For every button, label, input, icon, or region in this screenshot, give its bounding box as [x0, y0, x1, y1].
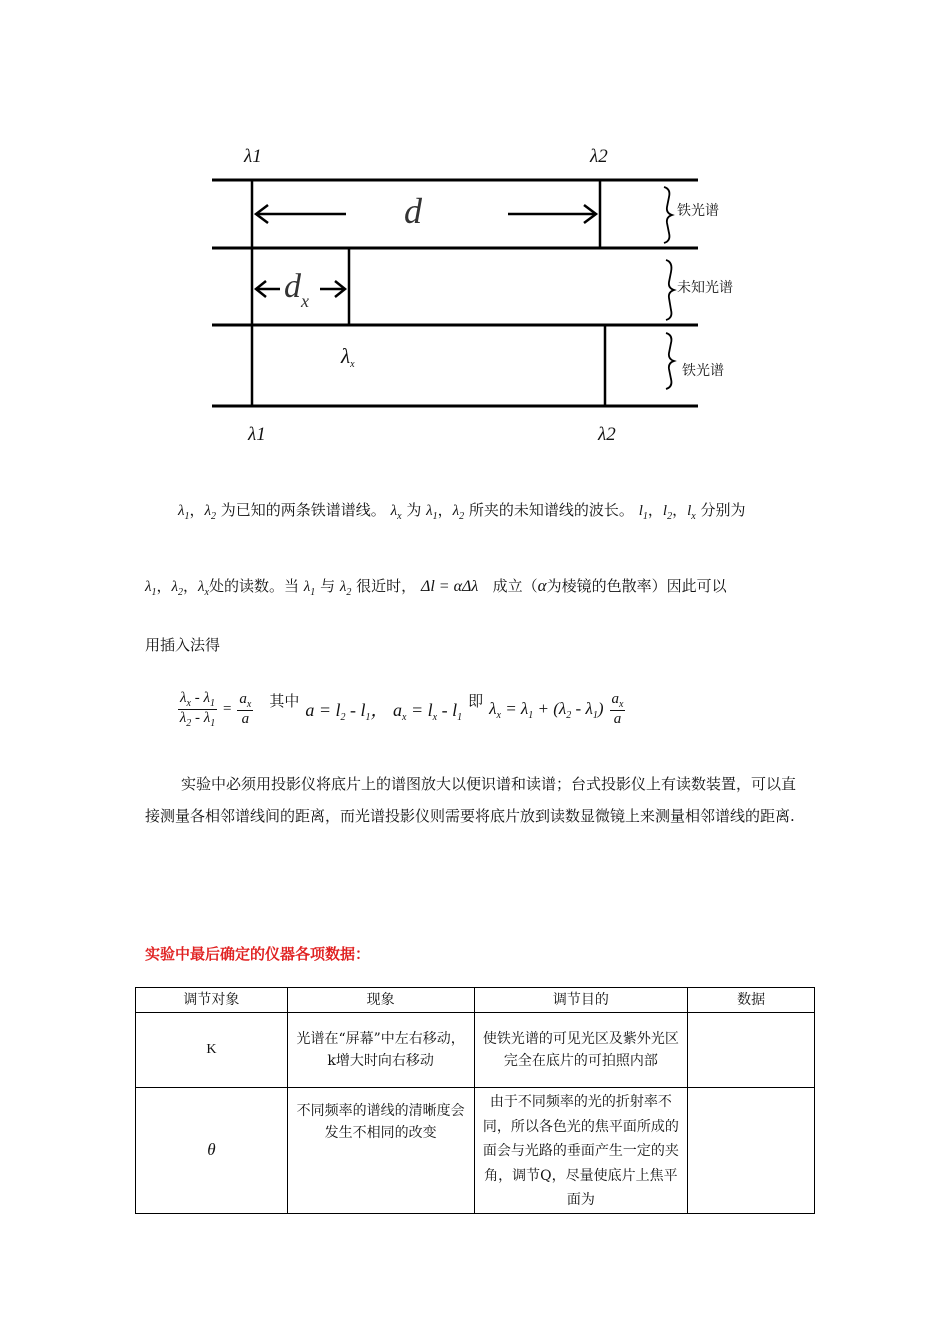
- band-label-unknown: 未知光谱: [677, 280, 733, 296]
- dx-label: [284, 268, 309, 312]
- sym-lambda1: $\lambda_1$: [178, 503, 190, 522]
- sym-lambdaxc: $\lambda_x$: [198, 579, 209, 598]
- para1-text-f: 与: [320, 577, 336, 595]
- sym-lambdax: $\lambda_x$: [390, 503, 402, 522]
- table-cell-purpose: 由于不同频率的光的折射率不同，所以各色光的焦平面所成的面会与光路的垂面产生一定的夹角，调节Q，尽量使底片上焦平面为: [474, 1088, 688, 1214]
- d-label: d: [404, 191, 422, 231]
- lambda2-top-label: λ2: [590, 146, 608, 167]
- table-cell-data: [688, 1088, 815, 1214]
- paragraph-projector: 实验中必须用投影仪将底片上的谱图放大以便识谱和读谱；台式投影仪上有读数装置，可以直接测量各相邻谱线间的距离，而光谱投影仪则需要将底片放到读数显微镜上来测量相邻谱线的距离.: [145, 775, 797, 825]
- eq-a-def: $a = l_2 - l_1$， $a_x = l_x - l_1$: [305, 700, 463, 723]
- para1-text-d: 分别为: [700, 501, 746, 519]
- table-row: [136, 1013, 815, 1088]
- fraction-a: $\frac{a_x}{a}$: [239, 691, 252, 727]
- para1-line1: $\lambda_1$，$\lambda_2$ 为已知的两条铁谱谱线。 $\lambda_x$ 为 $\lambda_1$，$\lambda_2$ 所夹的未知谱线的波长。 $l_1$，$l_2$，$l_x$ 分别为: [178, 501, 746, 522]
- section-heading: 实验中最后确定的仪器各项数据：: [145, 945, 371, 963]
- instrument-data-table: [135, 987, 815, 1214]
- eq-text-where: 其中: [269, 694, 300, 710]
- sym-l1: $l_1$: [638, 503, 648, 522]
- brace-2: [666, 260, 674, 320]
- fraction-a2: $\frac{a_x}{a}$: [611, 691, 624, 727]
- band-label-iron-1: 铁光谱: [677, 203, 719, 219]
- table-cell-data: [688, 1013, 815, 1088]
- sym-lambda2b: $\lambda_2$: [452, 503, 465, 522]
- dx-main: d: [284, 268, 301, 305]
- table-cell-purpose: 使铁光谱的可见光区及紫外光区完全在底片的可拍照内部: [474, 1013, 688, 1088]
- para1-text-e: 处的读数。当: [208, 577, 299, 595]
- eq-text-ie: 即: [468, 694, 484, 710]
- band-label-iron-2: 铁光谱: [682, 363, 724, 379]
- table-header: 调节对象: [136, 988, 288, 1013]
- para1-text-b: 为: [406, 501, 422, 519]
- table-row: [136, 1088, 815, 1214]
- lambda1-top-label: λ1: [244, 146, 262, 167]
- sym-alpha: α: [537, 576, 547, 595]
- para1-text-h: 成立（: [492, 577, 538, 595]
- sym-lambda2d: $\lambda_2$: [339, 579, 352, 598]
- table-header: 现象: [287, 988, 474, 1013]
- brace-1: [664, 187, 672, 243]
- sym-lx: $l_x$: [687, 503, 696, 522]
- table-cell-phenomenon: 不同频率的谱线的清晰度会发生不相同的改变: [287, 1088, 474, 1214]
- dx-sub: x: [301, 291, 309, 311]
- table-cell-phenomenon: 光谱在“屏幕”中左右移动，k增大时向右移动: [287, 1013, 474, 1088]
- lambdax-main: λ: [341, 344, 351, 368]
- lambdax-label: [341, 344, 355, 370]
- para1-line3: 用插入法得: [145, 636, 221, 654]
- table-cell-object: K: [136, 1013, 288, 1088]
- fraction-lambda: $\frac{\lambda_x - \lambda_1}{\lambda_2 - \lambda_1}$: [179, 690, 216, 729]
- sym-lambda1c: $\lambda_1$: [145, 579, 157, 598]
- para1-text-i: 为棱镜的色散率）因此可以: [546, 577, 727, 595]
- brace-3: [666, 333, 674, 389]
- lambda2-bottom-label: λ2: [598, 424, 616, 445]
- sym-lambda2c: $\lambda_2$: [171, 579, 184, 598]
- sym-lambda1d: $\lambda_1$: [303, 579, 316, 598]
- dispersion-formula: Δl = αΔλ: [420, 578, 479, 595]
- sym-l2: $l_2$: [662, 503, 673, 522]
- para1-text-g: 很近时，: [356, 577, 417, 595]
- table-header: 数据: [688, 988, 815, 1013]
- table-header-row: [136, 988, 815, 1013]
- para1-text-c: 所夹的未知谱线的波长。: [468, 501, 634, 519]
- interpolation-equation: $\frac{\lambda_x - \lambda_1}{\lambda_2 - \lambda_1}$ = $\frac{a_x}{a}$ 其中 $a = l_2 - l_1$， $a_x = l_x - l_1$ 即 $\lambda_x = \lambda_1 + (\lambda_2 - \lambda_1)$ $\frac{a_x}{a}$: [179, 690, 624, 729]
- lambda1-bottom-label: λ1: [248, 424, 266, 445]
- spectrum-diagram: [0, 0, 950, 460]
- eq-result: $\lambda_x = \lambda_1 + (\lambda_2 - \lambda_1)$: [489, 698, 604, 721]
- sym-lambda1b: $\lambda_1$: [426, 503, 438, 522]
- lambdax-sub: x: [350, 359, 355, 370]
- table-header: 调节目的: [474, 988, 688, 1013]
- sym-lambda2: $\lambda_2$: [204, 503, 217, 522]
- table-cell-object: θ: [136, 1088, 288, 1214]
- para1-text-a: 为已知的两条铁谱谱线。: [220, 501, 386, 519]
- para1-line2: $\lambda_1$，$\lambda_2$，$\lambda_x$处的读数。当 $\lambda_1$ 与 $\lambda_2$ 很近时， Δl = αΔλ 成立（α为棱镜的色散率）因此可以: [145, 576, 727, 598]
